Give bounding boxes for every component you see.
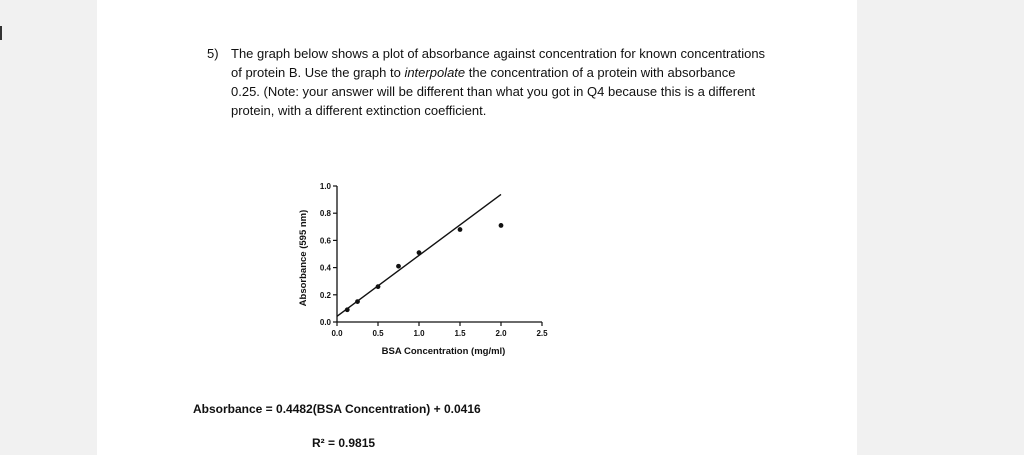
y-tick-label: 0.2 [319,290,331,300]
question-text-part-1: The graph below shows a plot of absorbance against concentration for known concentrations of protein B. Use the graph to [231,46,766,80]
x-tick-label: 2.5 [536,329,548,338]
data-point [396,264,401,269]
data-point [376,284,381,289]
question-5 [207,44,767,120]
y-tick-label: 1.0 [319,182,331,191]
y-tick-label: 0.4 [319,263,331,273]
data-point [499,223,504,228]
x-axis-label: BSA Concentration (mg/ml) [381,346,506,357]
x-tick-label: 2.0 [495,329,507,338]
y-tick-label: 0.0 [319,318,331,327]
document-page [97,0,857,455]
data-point [458,227,463,232]
y-axis-label: Absorbance (595 nm) [298,209,309,307]
y-tick-label: 0.8 [319,209,331,219]
x-tick-label: 0.5 [372,329,384,338]
chart-svg [197,168,567,368]
data-point [417,250,422,255]
regression-line [337,194,501,316]
x-tick-label: 0.0 [331,329,343,338]
question-text [231,44,767,120]
regression-equation: Absorbance = 0.4482(BSA Concentration) + 0.0416 [193,402,481,416]
x-tick-label: 1.0 [413,329,425,338]
left-edge-mark [0,26,2,40]
question-text-part-2: the concentration of a protein with absorbance 0.25. (Note: your answer will be different than what you got in Q4 because this is a different protein, with a different extinction coefficient. [231,65,756,118]
data-point [345,307,350,312]
question-number: 5) [207,46,219,61]
r-squared-value: R² = 0.9815 [312,436,376,450]
standard-curve-chart [197,168,567,368]
y-tick-label: 0.6 [319,236,331,246]
data-point [355,299,360,304]
question-text-italic: interpolate [404,65,466,80]
x-tick-label: 1.5 [454,329,466,338]
